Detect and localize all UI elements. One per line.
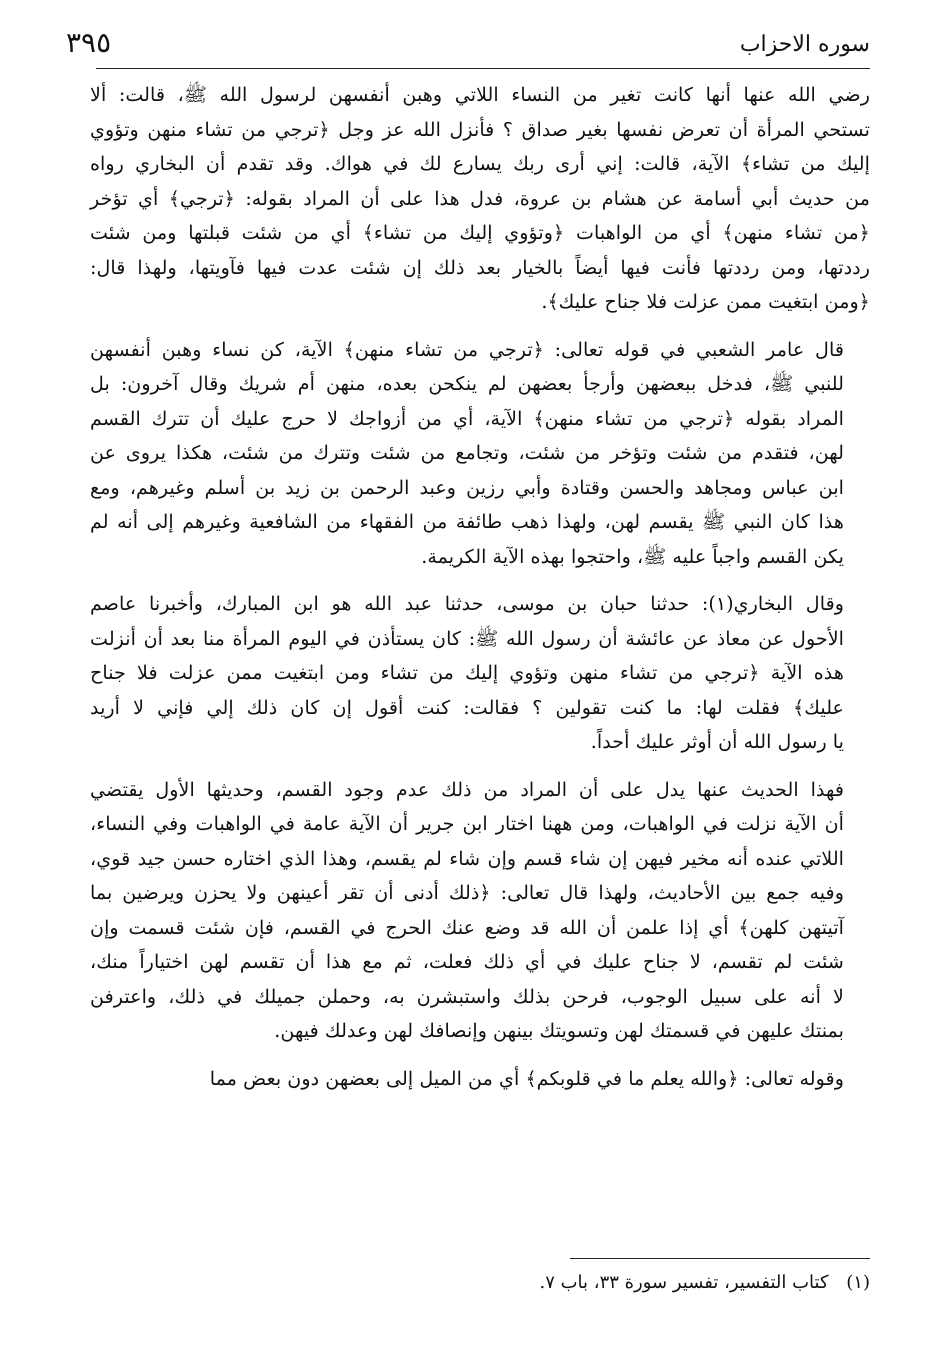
- text-line: هذا كان النبي ﷺ يقسم لهن، ولهذا ذهب طائفة من الفقهاء من الشافعية وغيرهم إلى أنه لم: [90, 510, 844, 533]
- text-line: اللاتي عنده أنه مخير فيهن إن شاء قسم وإن شاء لم يقسم، وهذا الذي اختاره حسن جيد قوي،: [90, 846, 844, 870]
- footnote-text: كتاب التفسير، تفسير سورة ٣٣، باب ٧.: [539, 1272, 829, 1293]
- text-line: ابن عباس ومجاهد والحسن وقتادة وأبي رزين وعبد الرحمن بن زيد بن أسلم وغيرهم، ومع: [90, 475, 844, 499]
- text-line: أن الآية نزلت في الواهبات، ومن ههنا اختار ابن جرير أن الآية عامة في الواهبات وفي النساء،: [90, 812, 844, 835]
- paragraph: [90, 78, 870, 320]
- text-line: عليك﴾ فقلت لها: ما كنت تقولين ؟ فقالت: كنت أقول إن كان ذلك إلي فإني لا أريد: [90, 695, 844, 719]
- text-line: رددتها، ومن رددتها فأنت فيها أيضاً بالخيار بعد ذلك إن شئت عدت فيها فآويتها، ولهذا قال:: [90, 255, 870, 279]
- text-line: من حديث أبي أسامة عن هشام بن عروة، فدل هذا على أن المراد بقوله: ﴿ترجي﴾ أي تؤخر: [90, 186, 870, 210]
- paragraph: [90, 773, 870, 1049]
- footnote: [90, 1268, 870, 1298]
- text-line: قال عامر الشعبي في قوله تعالى: ﴿ترجي من تشاء منهن﴾ الآية، كن نساء وهبن أنفسهن: [90, 337, 844, 361]
- body-text: [90, 78, 870, 1096]
- text-line: وقوله تعالى: ﴿والله يعلم ما في قلوبكم﴾ أي من الميل إلى بعضهن دون بعض مما: [209, 1066, 844, 1090]
- text-line: هذه الآية ﴿ترجي من تشاء منهن وتؤوي إليك من تشاء ومن ابتغيت ممن عزلت فلا جناح: [90, 661, 844, 684]
- paragraph: [90, 587, 870, 760]
- text-line: شئت لم تقسم، لا جناح عليك في أي ذلك فعلت، ثم مع هذا أن تقسم لهن اختياراً منك،: [90, 950, 844, 973]
- page-number: ٣٩٥: [66, 26, 112, 59]
- text-line: وقال البخاري(١): حدثنا حبان بن موسى، حدثنا عبد الله هو ابن المبارك، وأخبرنا عاصم: [90, 592, 845, 615]
- text-line: يا رسول الله أن أوثر عليك أحداً.: [590, 730, 844, 753]
- text-line: وفيه جمع بين الأحاديث، ولهذا قال تعالى: ﴿ذلك أدنى أن تقر أعينهن ولا يحزن ويرضين بما: [90, 881, 844, 904]
- footnote-number: (١): [846, 1272, 870, 1293]
- text-line: يكن القسم واجباً عليه ﷺ، واحتجوا بهذه الآية الكريمة.: [421, 544, 844, 568]
- text-line: رضي الله عنها أنها كانت تغير من النساء اللاتي وهبن أنفسهن لرسول الله ﷺ، قالت: ألا: [90, 83, 870, 106]
- paragraph: [90, 1062, 870, 1097]
- paragraph: [90, 333, 870, 575]
- text-line: المراد بقوله ﴿ترجي من تشاء منهن﴾ الآية، أي من أزواجك لا حرج عليك أن تترك القسم: [90, 406, 844, 430]
- text-line: للنبي ﷺ، فدخل ببعضهن وأرجأ بعضهن لم ينكحن بعده، منهن أم شريك وقال آخرون: بل: [90, 372, 844, 395]
- text-line: إليك من تشاء﴾ الآية، قالت: إني أرى ربك يسارع لك في هواك. وقد تقدم أن البخاري رواه: [90, 152, 870, 175]
- text-line: ﴿من تشاء منهن﴾ أي من الواهبات ﴿وتؤوي إليك من تشاء﴾ أي من شئت قبلتها ومن شئت: [90, 221, 870, 244]
- text-line: ﴿ومن ابتغيت ممن عزلت فلا جناح عليك﴾.: [541, 290, 870, 313]
- footnote-divider: [570, 1258, 870, 1259]
- surah-name: سوره الاحزاب: [739, 32, 870, 57]
- text-line: آتيتهن كلهن﴾ أي إذا علمن أن الله قد وضع عنك الحرج في القسم، فإن شئت قسمت وإن: [90, 915, 844, 939]
- text-line: الأحول عن معاذ عن عائشة أن رسول الله ﷺ: كان يستأذن في اليوم المرأة منا بعد أن أنزلت: [90, 626, 844, 650]
- text-line: فهذا الحديث عنها يدل على أن المراد من ذلك عدم وجود القسم، وحديثها الأول يقتضي: [90, 777, 844, 801]
- text-line: بمنتك عليهن في قسمتك لهن وتسويتك بينهن وإنصافك لهن وعدلك فيهن.: [274, 1019, 844, 1042]
- text-line: تستحي المرأة أن تعرض نفسها بغير صداق ؟ فأنزل الله عز وجل ﴿ترجي من تشاء منهن وتؤوي: [90, 117, 870, 141]
- text-line: لا أنه على سبيل الوجوب، فرحن بذلك واستبشرن به، وحملن جميلك في ذلك، واعترفن: [90, 984, 844, 1008]
- text-line: لهن، فتقدم من شئت وتؤخر من شئت، وتجامع من شئت وتترك من شئت، هكذا يروى عن: [90, 441, 844, 464]
- page-header: [66, 20, 870, 69]
